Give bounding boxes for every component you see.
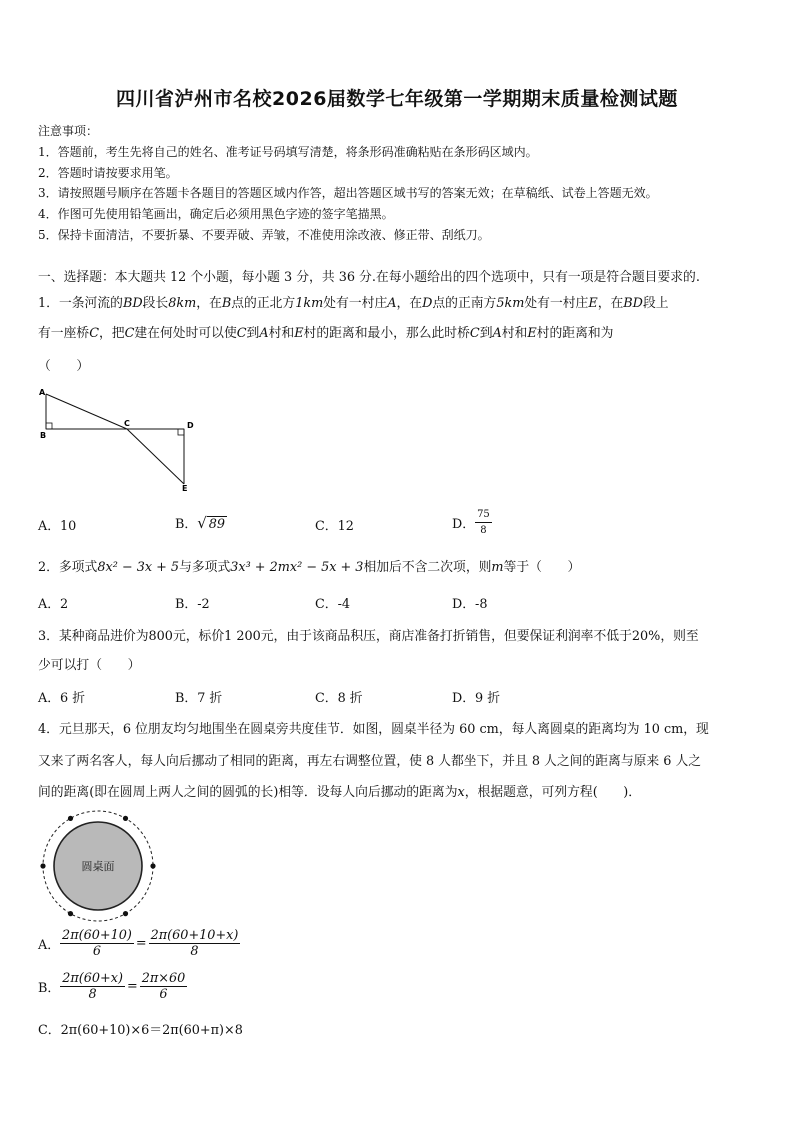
- table-label: 圆桌面: [81, 860, 115, 873]
- q2-stem: 2．多项式8x² − 3x + 5与多项式3x³ + 2mx² − 5x + 3相加后不含二次项，则m等于（ ）: [38, 560, 581, 575]
- q2-option-c: C．-4: [315, 597, 351, 612]
- q3-option-b: B．7 折: [175, 691, 223, 706]
- q3-option-d: D．9 折: [452, 691, 501, 706]
- section-heading: 一、选择题：本大题共 12 个小题，每小题 3 分，共 36 分.在每小题给出的四个选项中，只有一项是符合题目要求的.: [38, 270, 700, 285]
- q2-option-d: D．-8: [452, 597, 488, 612]
- notice-item: 1．答题前，考生先将自己的姓名、准考证号码填写清楚，将条形码准确粘贴在条形码区域内。: [38, 145, 538, 159]
- q4-option-c: C．2π(60+10)×6＝2π(60+π)×8: [38, 1023, 243, 1038]
- point-c-label: C: [124, 419, 130, 428]
- notice-item: 5．保持卡面清洁，不要折暴、不要弄破、弄皱，不准使用涂改液、修正带、刮纸刀。: [38, 228, 490, 242]
- notice-item: 4．作图可先使用铅笔画出，确定后必须用黑色字迹的签字笔描黑。: [38, 207, 394, 221]
- notice-item: 2．答题时请按要求用笔。: [38, 166, 178, 180]
- point-a-label: A: [39, 388, 46, 397]
- point-b-label: B: [40, 431, 47, 440]
- q1-line1: 1．一条河流的BD段长8km，在B点的正北方1km处有一村庄A，在D点的正南方5km处有一村庄E，在BD段上: [38, 296, 669, 311]
- point-d-label: D: [187, 421, 194, 430]
- q1-option-c: C．12: [315, 519, 354, 534]
- q4-line1: 4．元旦那天，6 位朋友均匀地围坐在圆桌旁共度佳节．如图，圆桌半径为 60 cm，每人离圆桌的距离均为 10 cm，现: [38, 722, 709, 737]
- q4-line2: 又来了两名客人，每人向后挪动了相同的距离，再左右调整位置，使 8 人都坐下，并且 8 人之间的距离与原来 6 人之: [38, 754, 702, 769]
- page-title: 四川省泸州市名校2026届数学七年级第一学期期末质量检测试题: [116, 88, 678, 110]
- q2-option-a: A．2: [38, 597, 69, 612]
- q1-option-a: A．10: [38, 519, 77, 534]
- q1-answer-blank: （ ）: [38, 359, 90, 374]
- q4-option-b: B． $\frac{2\pi(60+x)}{8}$ = $\frac{2\pi\times 60}{6}$: [38, 971, 186, 1002]
- q3-line1: 3．某种商品进价为800元，标价1 200元，由于该商品积压，商店准备打折销售，但要保证利润率不低于20%，则至: [38, 629, 699, 644]
- q3-option-c: C．8 折: [315, 691, 363, 706]
- q1-line2: 有一座桥C，把C建在何处时可以使C到A村和E村的距离和最小，那么此时桥C到A村和E村的距离和为: [38, 326, 614, 341]
- q1-option-d: D． $\frac{75}{8}$: [452, 509, 490, 536]
- q1-option-b: B．√ 89: [175, 514, 226, 532]
- q2-option-b: B．-2: [175, 597, 210, 612]
- q4-line3: 间的距离(即在圆周上两人之间的圆弧的长)相等．设每人向后挪动的距离为x，根据题意，可列方程( )．: [38, 785, 642, 800]
- q4-round-table-diagram: [38, 808, 160, 924]
- q4-option-a: A． $\frac{2\pi(60+10)}{6}$ = $\frac{2\pi(60+10+x)}{8}$: [38, 928, 239, 959]
- notice-heading: 注意事项：: [38, 124, 99, 138]
- notice-item: 3．请按照题号顺序在答题卡各题目的答题区域内作答，超出答题区域书写的答案无效；在草稿纸、试卷上答题无效。: [38, 186, 658, 200]
- q3-option-a: A．6 折: [38, 691, 86, 706]
- q3-line2: 少可以打（ ）: [38, 658, 141, 673]
- point-e-label: E: [182, 484, 188, 493]
- q1-river-diagram: [36, 384, 206, 496]
